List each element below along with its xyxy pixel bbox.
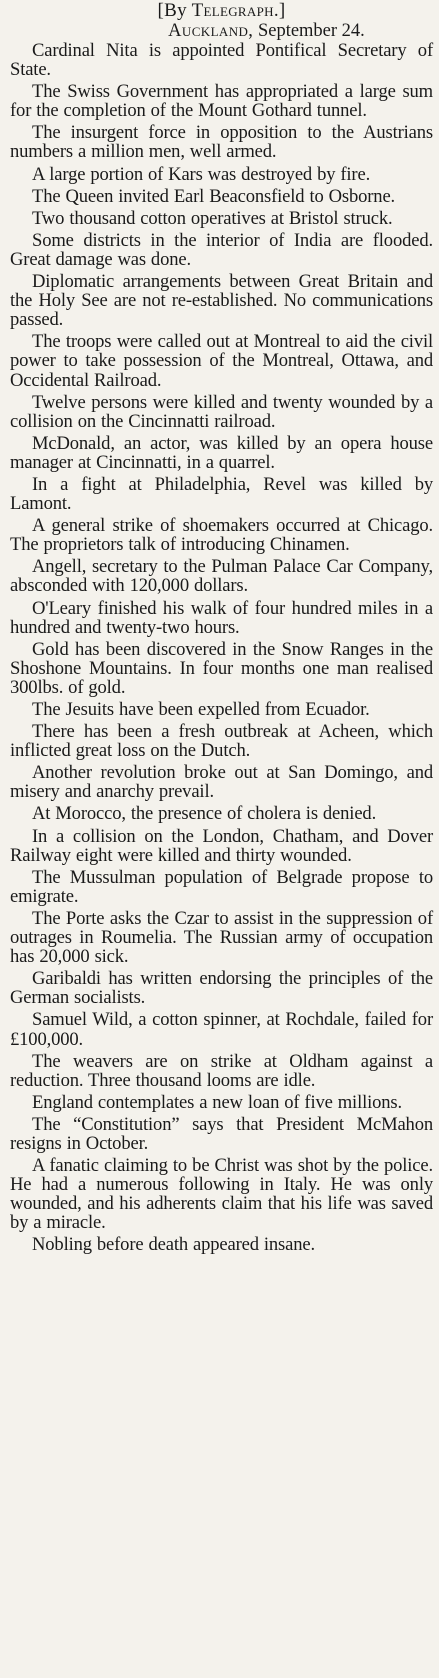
dateline <box>10 21 433 41</box>
news-item-rail-collision: Twelve persons were killed and twenty wounded by a collision on the Cincinnatti railroad. <box>10 391 433 432</box>
news-item-chatham-collision: In a collision on the London, Chatham, and Dover Railway eight were killed and thirty wounded. <box>10 825 433 866</box>
news-item-oleary: O'Leary finished his walk of four hundred miles in a hundred and twenty-two hours. <box>10 597 433 638</box>
news-item-gold: Gold has been discovered in the Snow Ranges in the Shoshone Mountains. In four months one man realised 300lbs. of gold. <box>10 638 433 698</box>
news-item-insurgents: The insurgent force in opposition to the Austrians numbers a million men, well armed. <box>10 122 433 163</box>
news-item-osborne: The Queen invited Earl Beaconsfield to Osborne. <box>32 185 396 207</box>
news-item-papal-secretary: Cardinal Nita is appointed Pontifical Secretary of State. <box>10 40 433 81</box>
news-item-acheen: There has been a fresh outbreak at Acheen, which inflicted great loss on the Dutch. <box>10 721 433 762</box>
news-item-morocco: At Morocco, the presence of cholera is denied. <box>32 803 377 825</box>
news-item-kars-fire: A large portion of Kars was destroyed by fire. <box>32 163 371 185</box>
news-item-england-loan: England contemplates a new loan of five millions. <box>32 1091 402 1113</box>
news-item-mcmahon: The “Constitution” says that President McMahon resigns in October. <box>10 1113 433 1154</box>
news-item-fanatic: A fanatic claiming to be Christ was shot by the police. He had a numerous following in Italy. He was only wounded, and his adherents claim that his life was saved by a miracle. <box>10 1155 433 1234</box>
news-item-garibaldi: Garibaldi has written endorsing the principles of the German socialists. <box>10 968 433 1009</box>
news-item-samuel-wild: Samuel Wild, a cotton spinner, at Rochdale, failed for £100,000. <box>10 1009 433 1050</box>
dateline-place: Auckland, <box>168 21 254 41</box>
news-item-nobling: Nobling before death appeared insane. <box>32 1234 315 1256</box>
section-header: [By Telegraph.] <box>157 0 286 21</box>
news-item-bristol-strike: Two thousand cotton operatives at Bristol struck. <box>32 207 393 229</box>
news-item-montreal-troops: The troops were called out at Montreal to aid the civil power to take possession of the Montreal, Ottawa, and Occidental Railroad. <box>10 331 433 391</box>
news-item-belgrade: The Mussulman population of Belgrade propose to emigrate. <box>10 866 433 907</box>
news-item-porte-czar: The Porte asks the Czar to assist in the suppression of outrages in Roumelia. The Russian army of occupation has 20,000 sick. <box>10 907 433 968</box>
news-item-gothard-tunnel: The Swiss Government has appropriated a large sum for the completion of the Mount Gothard tunnel. <box>10 81 433 122</box>
dateline-date: September 24. <box>257 21 365 41</box>
news-item-mcdonald: McDonald, an actor, was killed by an opera house manager at Cincinnatti, in a quarrel. <box>10 432 433 473</box>
news-item-angell: Angell, secretary to the Pulman Palace Car Company, absconded with 120,000 dollars. <box>10 556 433 597</box>
news-item-india-floods: Some districts in the interior of India are flooded. Great damage was done. <box>10 229 433 270</box>
news-item-oldham-weavers: The weavers are on strike at Oldham against a reduction. Three thousand looms are idle. <box>10 1050 433 1091</box>
news-item-holy-see: Diplomatic arrangements between Great Britain and the Holy See are not re-established. No communications passed. <box>10 271 433 331</box>
news-item-chicago-strike: A general strike of shoemakers occurred at Chicago. The proprietors talk of introducing Chinamen. <box>10 515 433 556</box>
news-item-philadelphia: In a fight at Philadelphia, Revel was killed by Lamont. <box>10 473 433 515</box>
news-item-san-domingo: Another revolution broke out at San Domingo, and misery and anarchy prevail. <box>10 762 433 803</box>
news-item-jesuits: The Jesuits have been expelled from Ecuador. <box>32 699 370 720</box>
